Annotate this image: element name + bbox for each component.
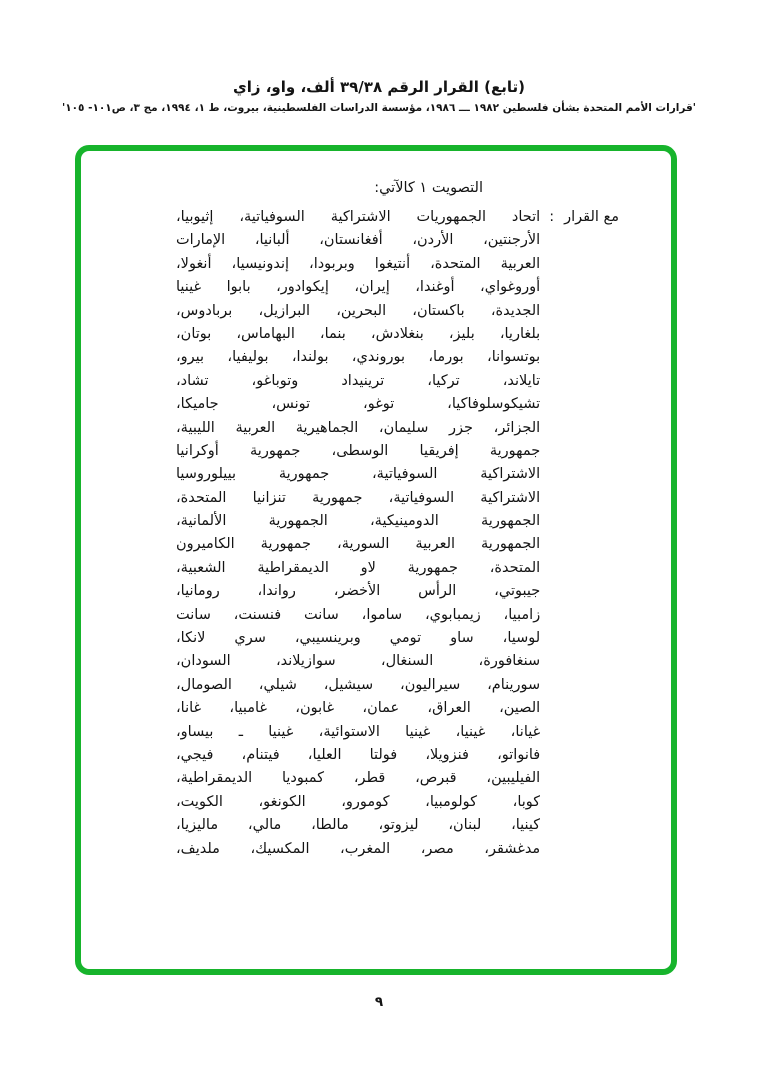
vote-label: مع القرار [564,209,619,225]
country-list-line: سورينام، سيراليون، سيشيل، شيلي، الصومال، [176,676,541,693]
country-list-line: غيانا، غينيا، غينيا الاستوائية، غينيا ـ بيساو، [176,723,541,740]
country-list-line: الجمهورية العربية السورية، جمهورية الكاميرون [176,536,541,553]
country-list-line: تايلاند، تركيا، ترينيداد وتوباغو، تشاد، [176,372,541,389]
country-list-line: أوروغواي، أوغندا، إيران، إيكوادور، بابوا غينيا [176,279,541,296]
country-list-line: بلغاريا، بليز، بنغلادش، بنما، البهاماس، بوتان، [176,325,541,342]
country-list-line: جمهورية إفريقيا الوسطى، جمهورية أوكرانيا [176,442,541,459]
country-list-line: الجديدة، باكستان، البحرين، البرازيل، بربادوس، [176,302,541,319]
vote-record-row [176,206,619,861]
vote-colon: : [549,209,555,225]
document-citation: 'قرارات الأمم المتحدة بشأن فلسطين ١٩٨٢ ـــ ١٩٨٦، مؤسسة الدراسات الفلسطينية، بيروت، ط ١، ١٩٩٤، مج ٣، ص١٠١- ١٠٥' [62,102,696,114]
country-list-line: الصين، العراق، عمان، غابون، غامبيا، غانا، [176,700,541,717]
country-list-line: تشيكوسلوفاكيا، توغو، تونس، جاميكا، [176,396,541,413]
country-list [176,206,540,861]
green-border-box [75,145,677,975]
country-list-line: الفيليبين، قبرص، قطر، كمبوديا الديمقراطية، [176,770,541,787]
country-list-line: كوبا، كولومبيا، كومورو، الكونغو، الكويت، [176,793,541,810]
page-number: ٩ [374,994,384,1010]
country-list-line: زامبيا، زيمبابوي، ساموا، سانت فنسنت، سانت [176,606,541,623]
country-list-line: سنغافورة، السنغال، سوازيلاند، السودان، [176,653,541,670]
country-list-line: اتحاد الجمهوريات الاشتراكية السوفياتية، إثيوبيا، [176,209,541,225]
country-list-line: الأرجنتين، الأردن، أفغانستان، ألبانيا، الإمارات [176,232,541,249]
document-title: (تابع) القرار الرقم ٣٩/٣٨ ألف، واو، زاي [232,78,525,96]
country-list-line: جيبوتي، الرأس الأخضر، رواندا، رومانيا، [176,583,541,600]
country-list-line: الاشتراكية السوفياتية، جمهورية تنزانيا المتحدة، [176,489,541,506]
country-list-line: الجزائر، جزر سليمان، الجماهيرية العربية الليبية، [176,419,541,436]
country-list-line: فانواتو، فنزويلا، فولتا العليا، فيتنام، فيجي، [176,746,541,763]
country-list-line: المتحدة، جمهورية لاو الديمقراطية الشعبية، [176,559,541,576]
country-list-line: الاشتراكية السوفياتية، جمهورية بييلوروسيا [176,466,541,483]
country-list-line: بوتسوانا، بورما، بوروندي، بولندا، بوليفيا، بيرو، [176,349,541,366]
country-list-line: الجمهورية الدومينيكية، الجمهورية الألمانية، [176,513,541,530]
country-list-line: كينيا، لبنان، ليزوتو، مالطا، مالي، ماليزيا، [176,817,541,834]
country-list-line: لوسيا، ساو تومي وبرينسيبي، سري لانكا، [176,630,541,647]
vote-heading: التصويت ١ كالآتي: [374,180,483,196]
country-list-line: العربية المتحدة، أنتيغوا وبربودا، إندونيسيا، أنغولا، [176,255,541,272]
country-list-line: مدغشقر، مصر، المغرب، المكسيك، ملديف، [176,840,541,857]
